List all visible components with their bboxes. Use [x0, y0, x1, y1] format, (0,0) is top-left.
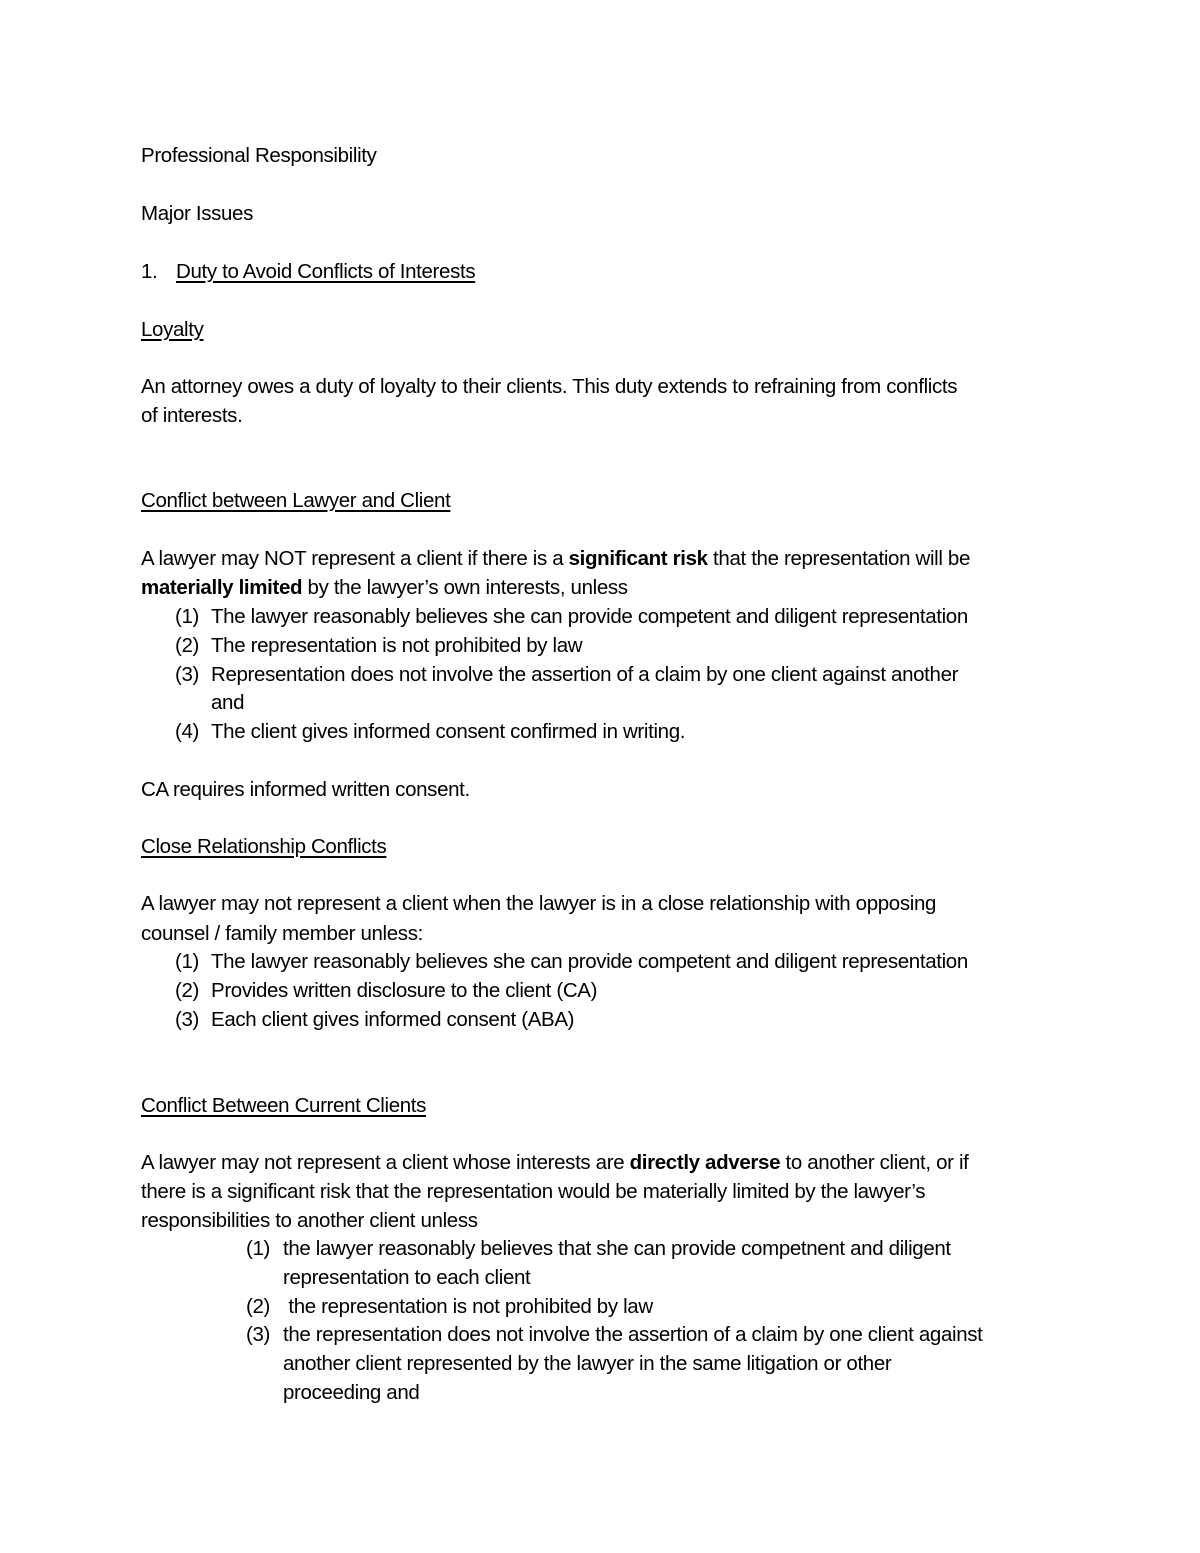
ca-note: CA requires informed written consent. [141, 778, 470, 801]
section-number: 1. [141, 260, 158, 283]
list-item-number: (2) [175, 634, 200, 657]
list-item-number: (1) [175, 950, 200, 973]
close-relationship-heading: Close Relationship Conflicts [141, 835, 387, 858]
lawyer-client-para-2: materially limited by the lawyer’s own interests, unless [141, 576, 628, 599]
list-item-number: (1) [175, 605, 200, 628]
lawyer-client-para-1: A lawyer may NOT represent a client if there is a significant risk that the representation will be [141, 547, 971, 570]
list-item-number: (3) [246, 1323, 271, 1346]
list-item-number: (1) [246, 1237, 271, 1260]
list-item-continuation: representation to each client [283, 1266, 531, 1289]
current-clients-para-1: A lawyer may not represent a client whose interests are directly adverse to another client, or if [141, 1151, 969, 1174]
list-item: The lawyer reasonably believes she can provide competent and diligent representation [211, 605, 968, 628]
lawyer-client-heading: Conflict between Lawyer and Client [141, 489, 451, 512]
close-relationship-text-2: counsel / family member unless: [141, 922, 423, 945]
list-item: Representation does not involve the assertion of a claim by one client against another [211, 663, 959, 686]
doc-title: Professional Responsibility [141, 144, 377, 167]
list-item-number: (2) [175, 979, 200, 1002]
section-heading: Duty to Avoid Conflicts of Interests [176, 260, 476, 283]
list-item-continuation: proceeding and [283, 1381, 420, 1404]
list-item: Each client gives informed consent (ABA) [211, 1008, 575, 1031]
loyalty-text-2: of interests. [141, 404, 243, 427]
current-clients-para-3: responsibilities to another client unless [141, 1209, 478, 1232]
list-item: The representation is not prohibited by law [211, 634, 583, 657]
list-item-continuation: and [211, 691, 245, 714]
current-clients-heading: Conflict Between Current Clients [141, 1094, 427, 1117]
list-item: the representation is not prohibited by law [283, 1295, 653, 1318]
doc-subtitle: Major Issues [141, 202, 254, 225]
list-item-number: (2) [246, 1295, 271, 1318]
close-relationship-text-1: A lawyer may not represent a client when the lawyer is in a close relationship with opposing [141, 892, 937, 915]
list-item-number: (4) [175, 720, 200, 743]
list-item: the representation does not involve the assertion of a claim by one client against [283, 1323, 983, 1346]
loyalty-text-1: An attorney owes a duty of loyalty to their clients. This duty extends to refraining from conflicts [141, 375, 958, 398]
list-item: The client gives informed consent confirmed in writing. [211, 720, 686, 743]
list-item: Provides written disclosure to the client (CA) [211, 979, 598, 1002]
list-item-continuation: another client represented by the lawyer in the same litigation or other [283, 1352, 892, 1375]
list-item: the lawyer reasonably believes that she can provide competnent and diligent [283, 1237, 951, 1260]
loyalty-heading: Loyalty [141, 318, 204, 341]
list-item-number: (3) [175, 663, 200, 686]
list-item-number: (3) [175, 1008, 200, 1031]
current-clients-para-2: there is a significant risk that the representation would be materially limited by the lawyer’s [141, 1180, 926, 1203]
list-item: The lawyer reasonably believes she can provide competent and diligent representation [211, 950, 968, 973]
